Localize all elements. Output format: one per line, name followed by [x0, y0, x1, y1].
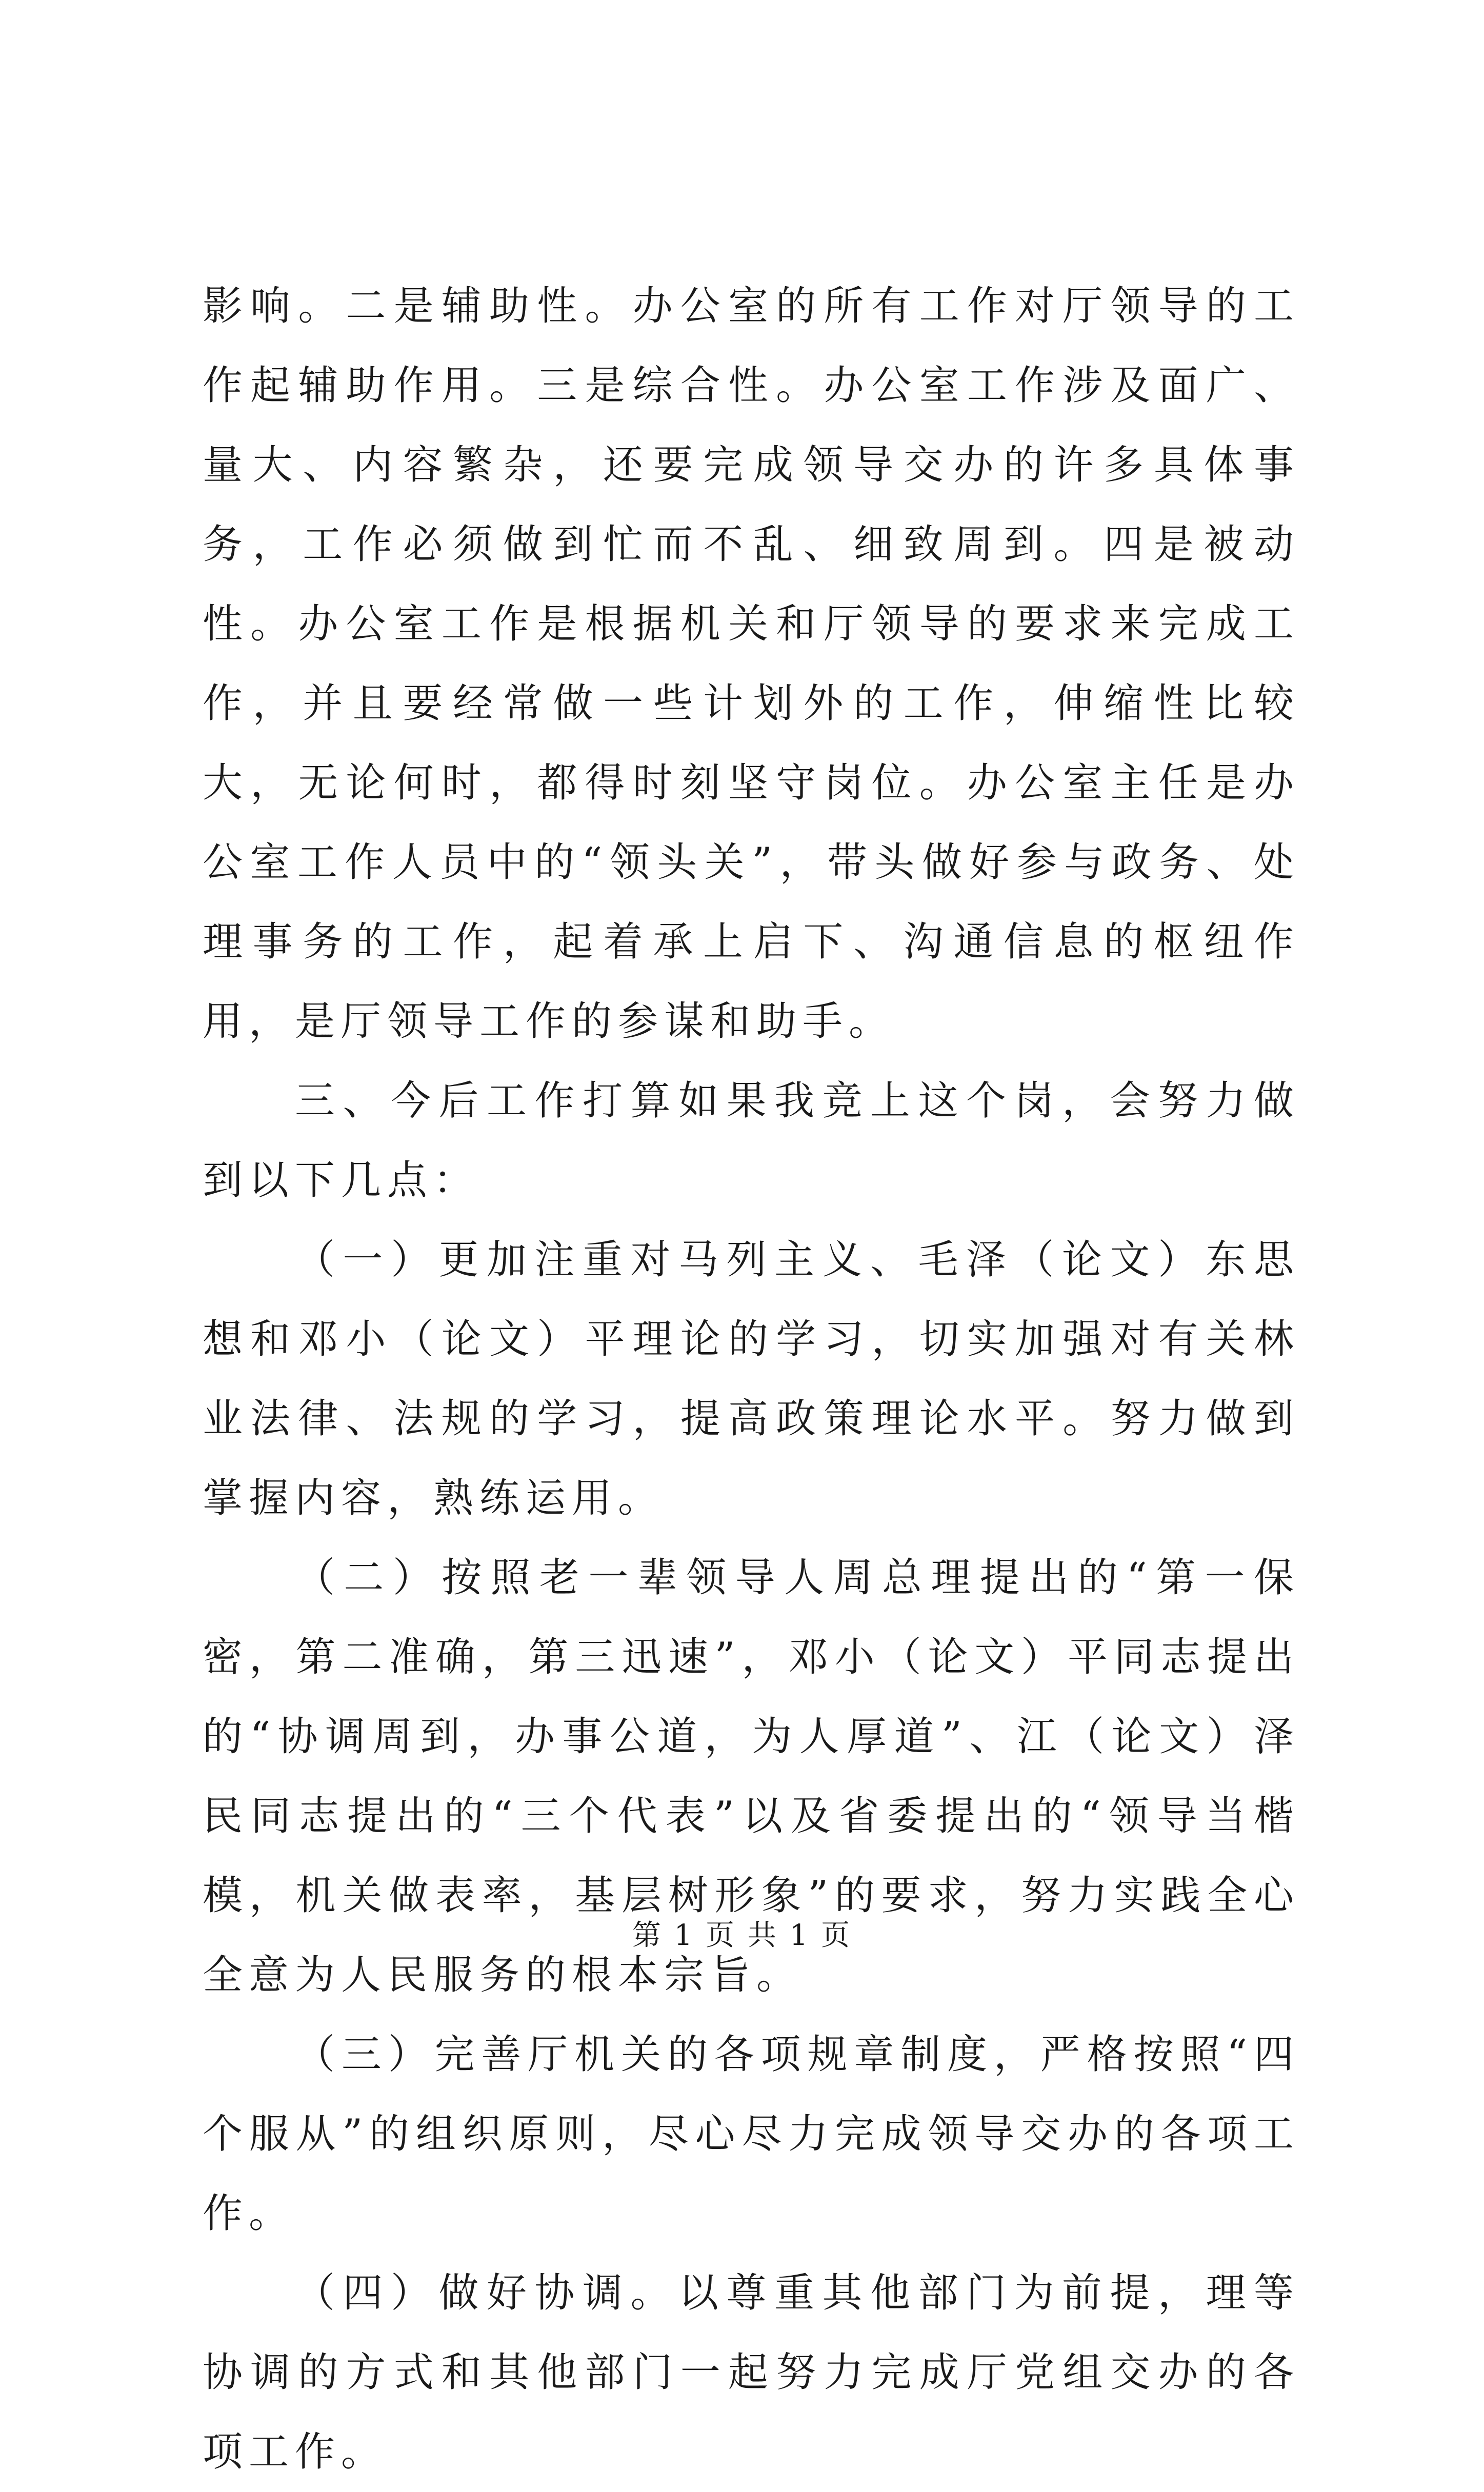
list-item-2: （二）按照老一辈领导人周总理提出的“第一保密，第二准确，第三迅速”，邓小（论文）平同志提出的“协调周到，办事公道，为人厚道”、江（论文）泽民同志提出的“三个代表”以及省委提出的“领导当楷模，机关做表率，基层树形象”的要求，努力实践全心全意为人民服务的根本宗旨。: [203, 1555, 1300, 1998]
page-footer: 第 1 页 共 1 页: [632, 1919, 852, 1952]
list-item-3: （三）完善厅机关的各项规章制度，严格按照“四个服从”的组织原则，尽心尽力完成领导交办的各项工作。: [203, 2032, 1300, 2237]
document-body: [203, 267, 1300, 2492]
section-heading-plans: 三、今后工作打算如果我竞上这个岗，会努力做到以下几点：: [203, 1078, 1300, 1203]
list-item-1: （一）更加注重对马列主义、毛泽（论文）东思想和邓小（论文）平理论的学习，切实加强对有关林业法律、法规的学习，提高政策理论水平。努力做到掌握内容，熟练运用。: [203, 1237, 1300, 1521]
list-item-4: （四）做好协调。以尊重其他部门为前提，理等协调的方式和其他部门一起努力完成厅党组交办的各项工作。: [203, 2270, 1300, 2475]
paragraph-continuation: 影响。二是辅助性。办公室的所有工作对厅领导的工作起辅助作用。三是综合性。办公室工作涉及面广、量大、内容繁杂，还要完成领导交办的许多具体事务，工作必须做到忙而不乱、细致周到。四是被动性。办公室工作是根据机关和厅领导的要求来完成工作，并且要经常做一些计划外的工作，伸缩性比较大，无论何时，都得时刻坚守岗位。办公室主任是办公室工作人员中的“领头关”，带头做好参与政务、处理事务的工作，起着承上启下、沟通信息的枢纽作用，是厅领导工作的参谋和助手。: [203, 283, 1300, 1044]
